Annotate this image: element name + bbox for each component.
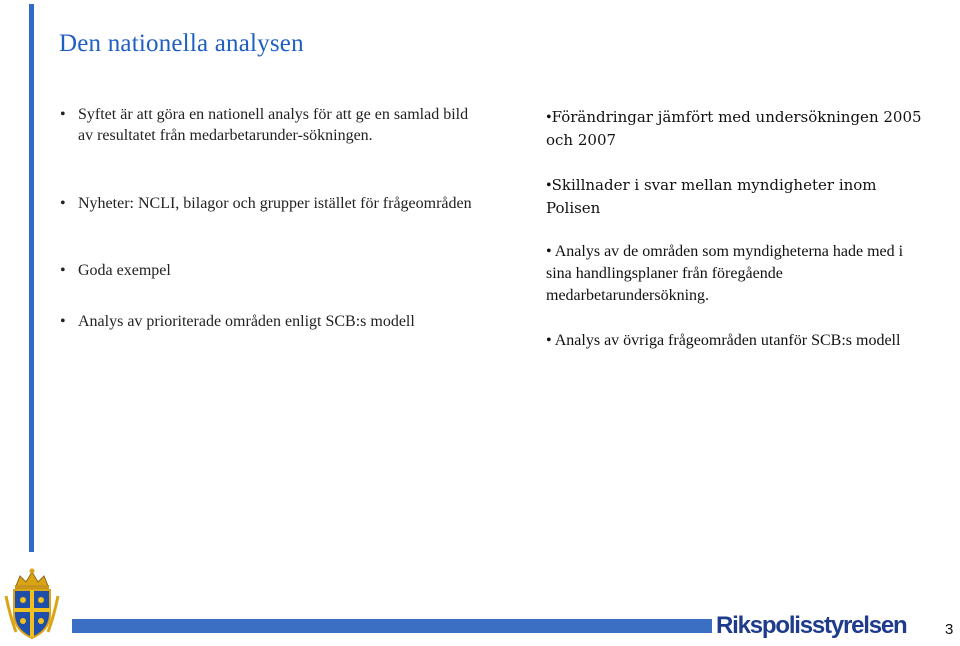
footer-bar — [72, 619, 712, 633]
list-item — [546, 174, 926, 220]
bullet-marker: • — [60, 106, 66, 123]
bullet-marker: • — [546, 177, 552, 194]
list-item-text: Skillnader i svar mellan myndigheter inom Polisen — [546, 176, 877, 217]
list-item — [546, 330, 926, 352]
list-item — [546, 241, 926, 307]
list-item-text: Syftet är att göra en nationell analys för att ge en samlad bild av resultatet från medarbetarunder-sökningen. — [78, 106, 469, 144]
bullet-marker: • — [546, 109, 552, 126]
list-item-text: Analys av de områden som myndigheterna hade med i sina handlingsplaner från föregående medarbetarundersökning. — [546, 243, 904, 304]
bullet-marker: • — [546, 243, 552, 260]
list-item-text: Analys av prioriterade områden enligt SCB:s modell — [78, 313, 415, 330]
list-item-text: Nyheter: NCLI, bilagor och grupper istället för frågeområden — [78, 195, 472, 212]
bullet-marker: • — [60, 262, 66, 279]
page-title: Den nationella analysen — [59, 30, 304, 57]
left-accent-rule — [29, 4, 34, 552]
police-crest-icon — [2, 566, 62, 644]
list-item — [60, 193, 472, 214]
bullet-marker: • — [60, 195, 66, 212]
list-item — [546, 106, 926, 152]
list-item — [60, 104, 480, 146]
list-item — [60, 260, 171, 281]
list-item-text: Förändringar jämfört med undersökningen 2005 och 2007 — [546, 108, 922, 149]
list-item — [60, 311, 415, 332]
bullet-marker: • — [60, 313, 66, 330]
brand-logo: Rikspolisstyrelsen — [716, 612, 907, 639]
list-item-text: Goda exempel — [78, 262, 171, 279]
page-number: 3 — [945, 621, 954, 638]
bullet-marker: • — [546, 332, 552, 349]
list-item-text: Analys av övriga frågeområden utanför SCB:s modell — [554, 332, 901, 349]
